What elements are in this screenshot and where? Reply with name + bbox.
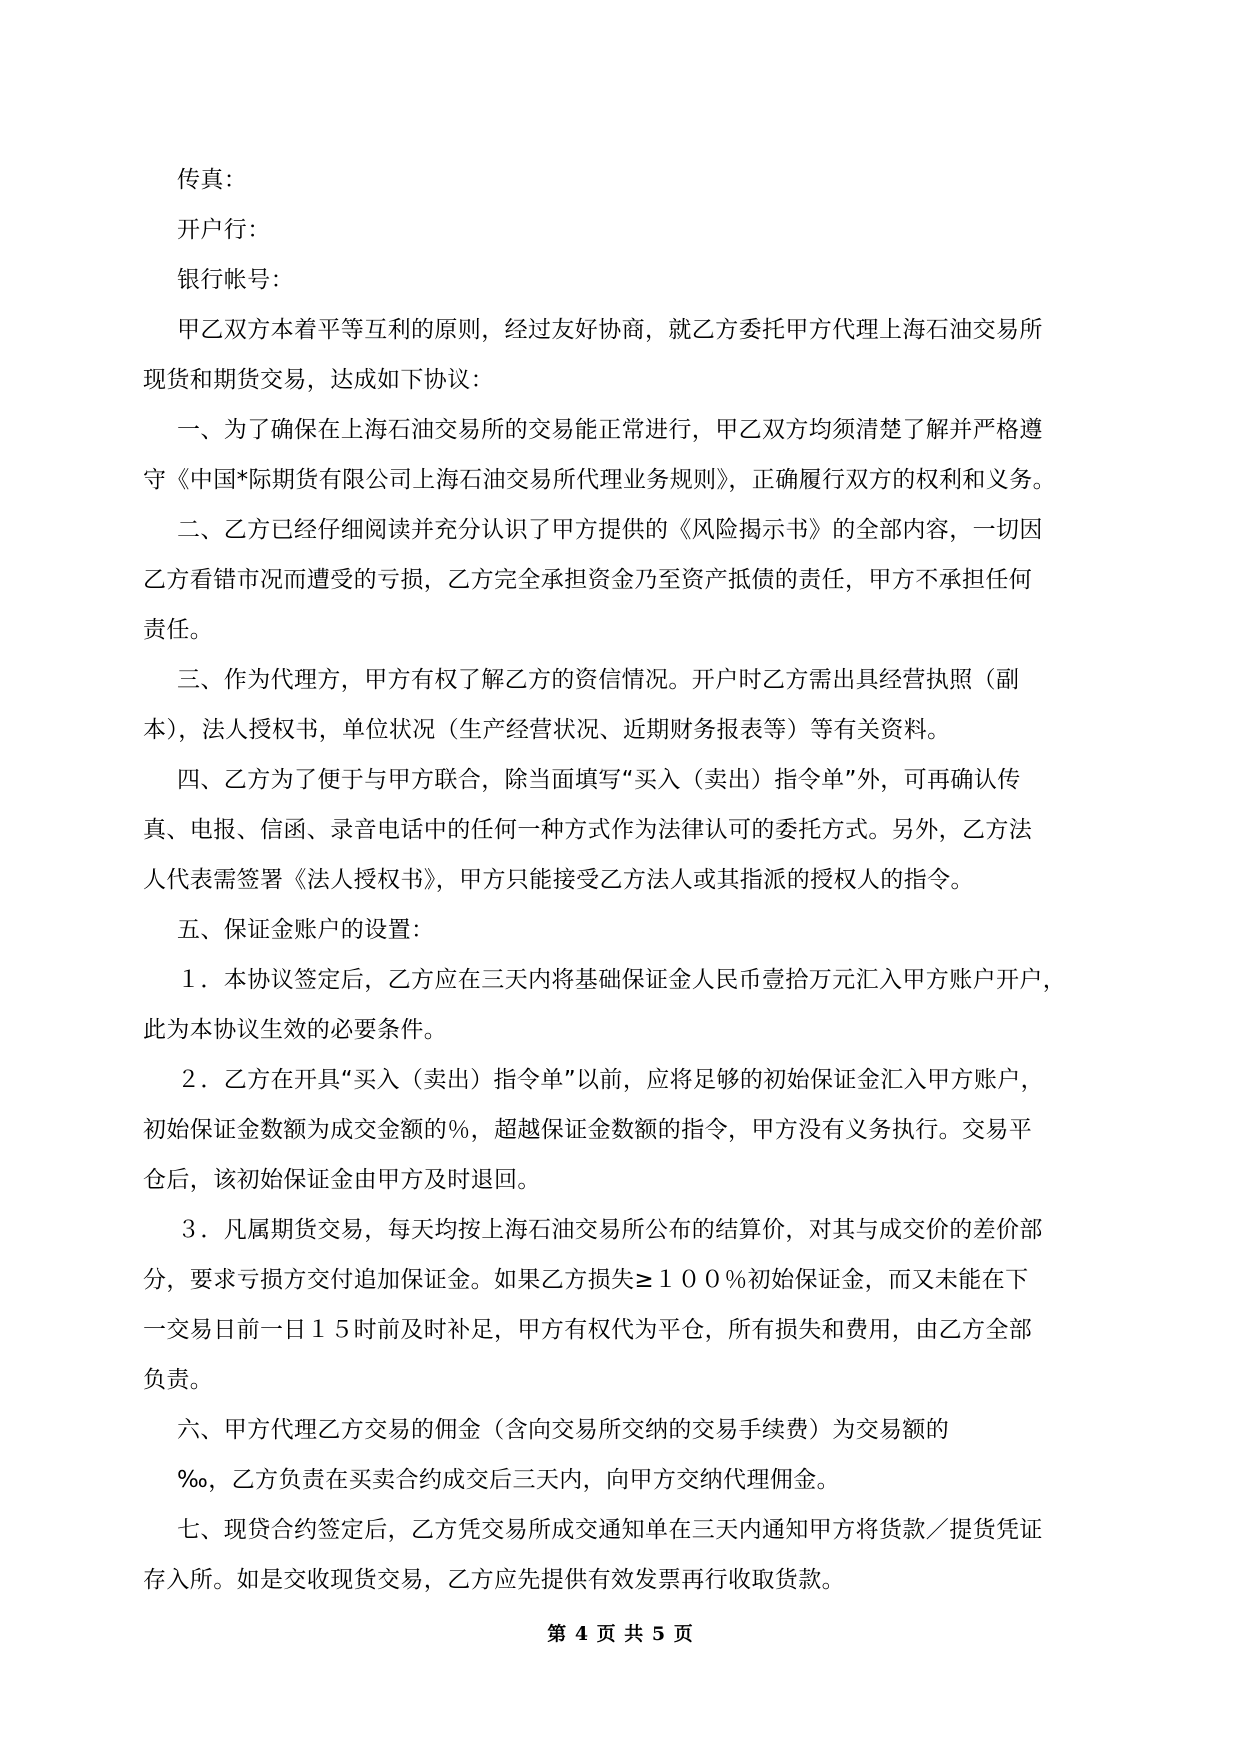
clause-5-3-line-2: 分，要求亏损方交付追加保证金。如果乙方损失≥１００％初始保证金，而又未能在下 [143, 1267, 1029, 1293]
intro-line-1: 甲乙双方本着平等互利的原则，经过友好协商，就乙方委托甲方代理上海石油交易所 [177, 317, 1043, 343]
clause-5-2-line-1: ２．乙方在开具“买入（卖出）指令单”以前，应将足够的初始保证金汇入甲方账户， [177, 1067, 1045, 1093]
clause-4-line-1: 四、乙方为了便于与甲方联合，除当面填写“买入（卖出）指令单”外，可再确认传 [177, 767, 1021, 793]
clause-3-line-1: 三、作为代理方，甲方有权了解乙方的资信情况。开户时乙方需出具经营执照（副 [177, 667, 1020, 693]
clause-3-line-2: 本），法人授权书，单位状况（生产经营状况、近期财务报表等）等有关资料。 [143, 717, 951, 743]
clause-2-line-3: 责任。 [143, 617, 214, 643]
page-number: 第 4 页 共 5 页 [547, 1623, 694, 1645]
clause-7-line-1: 七、现贷合约签定后，乙方凭交易所成交通知单在三天内通知甲方将货款／提货凭证 [177, 1517, 1043, 1543]
clause-4-line-3: 人代表需签署《法人授权书》，甲方只能接受乙方法人或其指派的授权人的指令。 [143, 867, 974, 893]
clause-5-2-line-2: 初始保证金数额为成交金额的％，超越保证金数额的指令，甲方没有义务执行。交易平 [143, 1117, 1033, 1143]
intro-line-2: 现货和期货交易，达成如下协议： [143, 367, 494, 393]
fax-label: 传真： [177, 167, 248, 193]
clause-5-3-line-3: 一交易日前一日１５时前及时补足，甲方有权代为平仓，所有损失和费用，由乙方全部 [143, 1317, 1033, 1343]
clause-5-heading: 五、保证金账户的设置： [177, 917, 435, 943]
clause-6-line-1: 六、甲方代理乙方交易的佣金（含向交易所交纳的交易手续费）为交易额的 [177, 1417, 950, 1443]
clause-7-line-2: 存入所。如是交收现货交易，乙方应先提供有效发票再行收取货款。 [143, 1567, 845, 1593]
clause-1-line-2: 守《中国*际期货有限公司上海石油交易所代理业务规则》，正确履行双方的权利和义务。 [143, 467, 1056, 493]
clause-5-3-line-4: 负责。 [143, 1367, 214, 1393]
bank-label: 开户行： [177, 217, 271, 243]
clause-1-line-1: 一、为了确保在上海石油交易所的交易能正常进行，甲乙双方均须清楚了解并严格遵 [177, 417, 1043, 443]
clause-6-line-2: ‰，乙方负责在买卖合约成交后三天内，向甲方交纳代理佣金。 [177, 1467, 841, 1493]
clause-5-1-line-1: １．本协议签定后，乙方应在三天内将基础保证金人民币壹拾万元汇入甲方账户开户， [177, 967, 1067, 993]
clause-2-line-1: 二、乙方已经仔细阅读并充分认识了甲方提供的《风险揭示书》的全部内容，一切因 [177, 517, 1043, 543]
clause-4-line-2: 真、电报、信函、录音电话中的任何一种方式作为法律认可的委托方式。另外，乙方法 [143, 817, 1033, 843]
clause-5-1-line-2: 此为本协议生效的必要条件。 [143, 1017, 448, 1043]
clause-2-line-2: 乙方看错市况而遭受的亏损，乙方完全承担资金乃至资产抵债的责任，甲方不承担任何 [143, 567, 1033, 593]
account-label: 银行帐号： [177, 267, 294, 293]
clause-5-2-line-3: 仓后，该初始保证金由甲方及时退回。 [143, 1167, 541, 1193]
document-body [143, 155, 1095, 1605]
clause-5-3-line-1: ３．凡属期货交易，每天均按上海石油交易所公布的结算价，对其与成交价的差价部 [177, 1217, 1043, 1243]
